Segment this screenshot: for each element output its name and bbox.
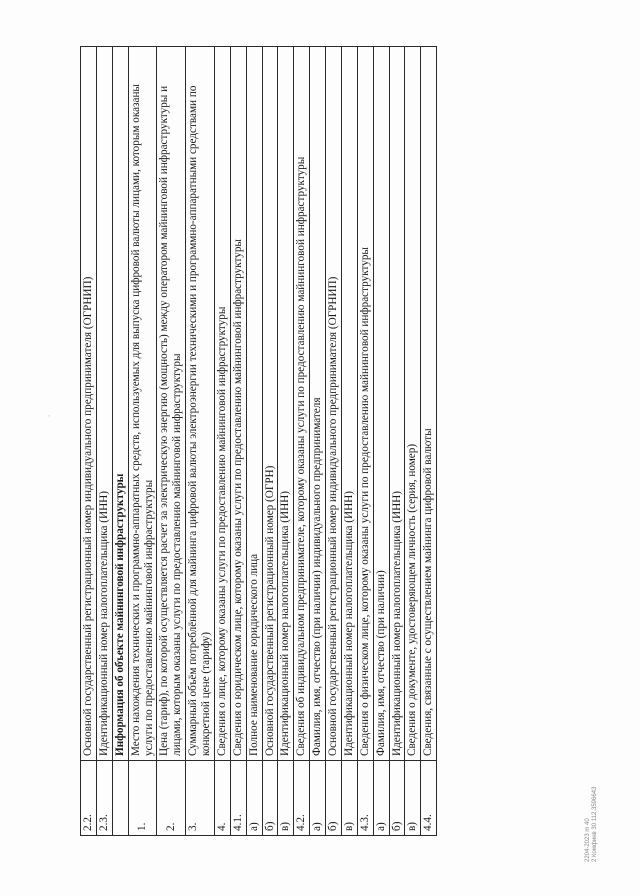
- table-row: [421, 47, 437, 836]
- table-body: [81, 47, 437, 836]
- row-text: Цена (тариф), по которой осуществляется расчет за электрическую энергию (мощность) между оператором майнинговой инфраструктуры и лицами, которым оказаны услуги по предоставлению майнинговой инфраструктуры: [157, 47, 186, 761]
- row-number: 4.1.: [230, 761, 246, 836]
- row-number: 1.: [128, 761, 157, 836]
- table-row: [81, 47, 97, 836]
- table-row: [230, 47, 246, 836]
- table-row: [278, 47, 294, 836]
- table-row: [214, 47, 230, 836]
- registration-stamp: [585, 787, 599, 862]
- table-row: [341, 47, 357, 836]
- row-number: 2.3.: [96, 761, 112, 836]
- row-text: Идентификационный номер налогоплательщика (ИНН): [278, 47, 294, 761]
- table-row: [373, 47, 389, 836]
- row-number: 4.4.: [421, 761, 437, 836]
- table-row: [326, 47, 342, 836]
- requirements-table: [80, 46, 437, 836]
- row-number: б): [326, 761, 342, 836]
- row-number: 4.2.: [294, 761, 310, 836]
- scan-mark: ,: [48, 408, 51, 418]
- row-text: Идентификационный номер налогоплательщика (ИНН): [389, 47, 405, 761]
- row-number: а): [310, 761, 326, 836]
- row-number: 2.: [157, 761, 186, 836]
- table-row: [112, 47, 128, 836]
- row-text: Сведения, связанные с осуществлением майнинга цифровой валюты: [421, 47, 437, 761]
- table-row: [389, 47, 405, 836]
- row-text: Основной государственный регистрационный номер индивидуального предпринимателя (ОГРНИП): [81, 47, 97, 761]
- stamp-line-2: 2 Комфинв 30 112 3596643: [592, 786, 599, 862]
- table-row: [405, 47, 421, 836]
- row-text: Идентификационный номер налогоплательщика (ИНН): [341, 47, 357, 761]
- row-text: Сведения о документе, удостоверяющем личность (серия, номер): [405, 47, 421, 761]
- table-row: [357, 47, 373, 836]
- row-text: Полное наименование юридического лица: [246, 47, 262, 761]
- row-text: Сведения о физическом лице, которому оказаны услуги по предоставлению майнинговой инфраструктуры: [357, 47, 373, 761]
- row-number: а): [373, 761, 389, 836]
- row-number: 4.3.: [357, 761, 373, 836]
- row-number: 2.2.: [81, 761, 97, 836]
- row-text: Сведения о лице, которому оказаны услуги по предоставлению майнинговой инфраструктуры: [214, 47, 230, 761]
- row-text: Фамилия, имя, отчество (при наличии): [373, 47, 389, 761]
- row-number: [112, 761, 128, 836]
- table-row: [294, 47, 310, 836]
- row-number: в): [278, 761, 294, 836]
- table-row: [246, 47, 262, 836]
- row-text: Сведения о юридическом лице, которому оказаны услуги по предоставлению майнинговой инфраструктуры: [230, 47, 246, 761]
- row-text: Идентификационный номер налогоплательщика (ИНН): [96, 47, 112, 761]
- section-heading: Информация об объекте майнинговой инфраструктуры: [112, 47, 128, 761]
- row-text: Фамилия, имя, отчество (при наличии) индивидуального предпринимателя: [310, 47, 326, 761]
- stamp-line-1: 2204-2023 m 40: [585, 818, 591, 862]
- row-number: в): [341, 761, 357, 836]
- row-number: а): [246, 761, 262, 836]
- table-row: [186, 47, 215, 836]
- row-number: б): [262, 761, 278, 836]
- row-text: Сведения об индивидуальном предпринимателе, которому оказаны услуги по предоставлению майнинговой инфраструктуры: [294, 47, 310, 761]
- row-number: 4.: [214, 761, 230, 836]
- table-row: [310, 47, 326, 836]
- row-number: 3.: [186, 761, 215, 836]
- row-number: в): [405, 761, 421, 836]
- table-row: [128, 47, 157, 836]
- row-text: Суммарный объём потреблённой для майнинга цифровой валюты электроэнергии техническими и программно-аппаратными средствами по конкретной цене (тарифу): [186, 47, 215, 761]
- row-text: Место нахождения технических и программно-аппаратных средств, используемых для выпуска цифровой валюты лицами, которым оказаны услуги по предоставлению майнинговой инфраструктуры: [128, 47, 157, 761]
- row-text: Основной государственный регистрационный номер индивидуального предпринимателя (ОГРНИП): [326, 47, 342, 761]
- rotated-table-container: [80, 46, 580, 836]
- table-row: [157, 47, 186, 836]
- row-text: Основной государственный регистрационный номер (ОГРН): [262, 47, 278, 761]
- table-row: [96, 47, 112, 836]
- row-number: б): [389, 761, 405, 836]
- table-row: [262, 47, 278, 836]
